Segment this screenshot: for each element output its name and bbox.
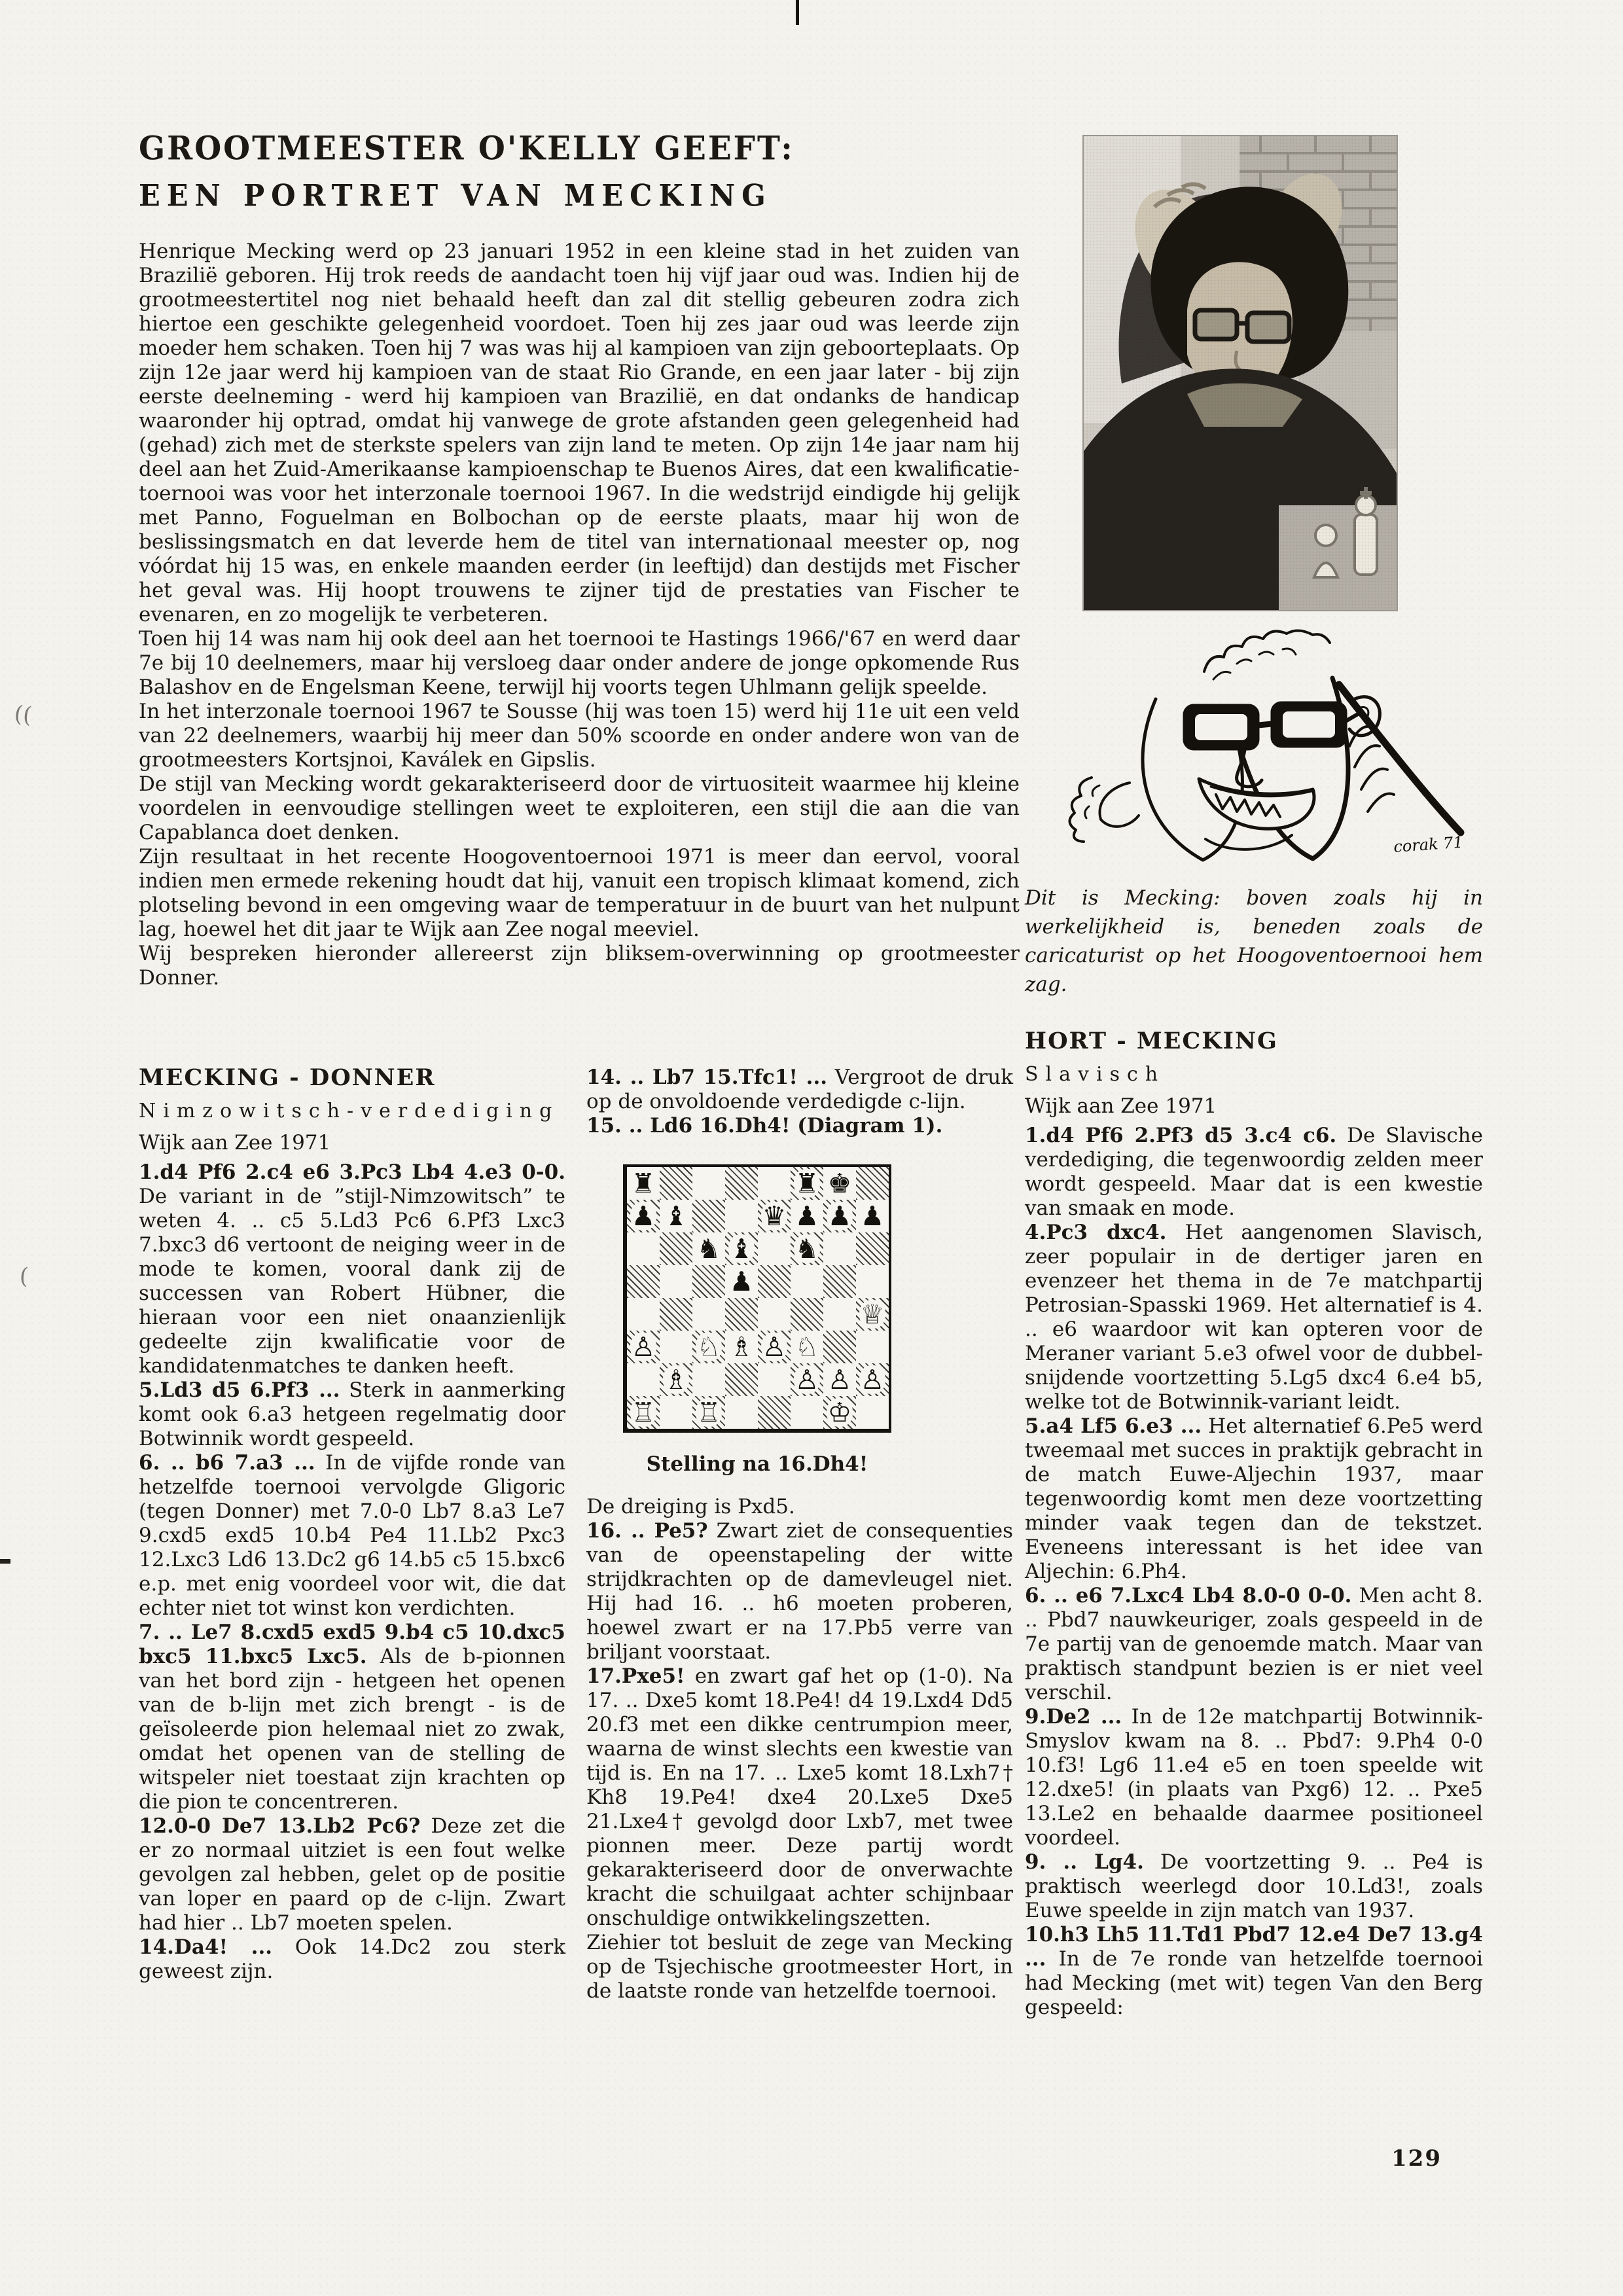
board-square [823,1265,856,1298]
annotation-paragraph [1025,1414,1483,1584]
board-square [856,1363,889,1396]
chess-piece-wr: ♖ [631,1396,656,1428]
chess-piece-wp: ♙ [631,1331,656,1363]
board-square [692,1200,725,1232]
annotation-paragraph [1025,1850,1483,1923]
chess-piece-bp: ♟ [794,1200,819,1232]
column-right [1025,131,1483,2020]
board-square [791,1331,823,1363]
annotation-paragraph [586,1664,1013,1931]
move-notation: 9. .. Lg4. [1025,1850,1144,1874]
game1-annotations [139,1160,565,1984]
game2-annotations [1025,1124,1483,2020]
board-square [791,1265,823,1298]
move-notation: 12.0-0 De7 13.Lb2 Pc6? [139,1814,421,1838]
annotation-text: In de 12e matchpartij Botwinnik-Smyslov kwam na 8. .. Pbd7: 9.Ph4 0-0 10.f3! Lg6 11.e4 e5 en toen speelde wit 12.dxe5! (in plaats van Pxg6) 12. .. Pxe5 13.Le2 en behaalde daarmee positioneel voordeel. [1025,1705,1483,1850]
game1-heading: MECKING - DONNER [139,1064,436,1091]
board-square [660,1298,692,1331]
board-square [856,1331,889,1363]
annotation-paragraph [586,1114,1013,1138]
scan-artifact-mark: (( [12,700,33,729]
intro-paragraph: Toen hij 14 was nam hij ook deel aan het toernooi te Hastings 1966/'67 en werd daar 7e bij 10 deelnemers, maar hij versloeg daar onder andere de jonge opkomende Rus Balashov en de Engelsman Keene, terwijl hij voorts tegen Uhlmann gelijk speelde. [139,627,1020,699]
column-left [139,1066,565,1984]
intro-paragraph: In het interzonale toernooi 1967 te Sousse (hij was toen 15) werd hij 11e uit een veld van 22 deelnemers, waarbij hij meer dan 50% scoorde en onder andere won van de grootmeesters Kortsjnoi, Kaválek en Gipslis. [139,700,1020,772]
diagram-caption: Stelling na 16.Dh4! [646,1452,868,1476]
board-square [627,1363,660,1396]
chess-piece-wb: ♗ [729,1331,754,1363]
annotation-paragraph [586,1066,1013,1114]
move-notation: 7. .. Le7 8.cxd5 exd5 9.b4 c5 10.dxc5 bxc5 11.bxc5 Lxc5. [139,1621,565,1668]
board-square [823,1200,856,1232]
annotation-text: De dreiging is Pxd5. [586,1495,795,1518]
mecking-caricature [1056,622,1470,865]
figure-caption: Dit is Mecking: boven zoals hij in werkelijkheid is, beneden zoals de caricaturist op het Hoogoventoernooi hem zag. [1025,886,1483,996]
move-notation: 5.a4 Lf5 6.e3 ... [1025,1414,1202,1438]
board-square [725,1265,758,1298]
chess-piece-bp: ♟ [631,1200,656,1232]
move-notation: 10.h3 Lh5 11.Td1 Pbd7 12.e4 De7 13.g4 ... [1025,1923,1483,1971]
scan-artifact-mark: ( [18,1263,29,1290]
annotation-text: Men acht 8. .. Pbd7 nauwkeuriger, zoals gespeeld in de 7e partij van de genoemde match. Maar van praktisch standpunt bezien is er niet veel verschil. [1025,1584,1483,1704]
chess-piece-wp: ♙ [762,1331,787,1363]
board-square [627,1265,660,1298]
board-square [692,1396,725,1429]
board-square [692,1265,725,1298]
board-square [823,1363,856,1396]
chess-piece-wp: ♙ [860,1363,885,1395]
game1-annotations-end [586,1495,1013,2003]
board-square [758,1298,791,1331]
move-notation: 5.Ld3 d5 6.Pf3 ... [139,1378,340,1402]
chess-piece-br: ♜ [794,1167,819,1199]
annotation-paragraph [1025,1124,1483,1221]
move-notation: 4.Pc3 dxc4. [1025,1221,1167,1244]
move-notation: 1.d4 Pf6 2.c4 e6 3.Pc3 Lb4 4.e3 0-0. [139,1160,565,1184]
move-notation: 6. .. e6 7.Lxc4 Lb4 8.0-0 0-0. [1025,1584,1352,1607]
annotation-text: De variant in de ”stijl-Nimzowitsch” te weten 4. .. c5 5.Ld3 Pc6 6.Pf3 Lxc3 7.bxc3 d6 vertoont de neiging weer in de mode te komen, vooral dank zij de successen van Robert Hübner, die hieraan voor een niet onaanzienlijk gedeelte zijn kwalificatie voor de kandidatenmatches te danken heeft. [139,1185,565,1378]
chess-piece-bb: ♝ [664,1200,688,1232]
annotation-text: Zwart ziet de consequenties van de opeenstapeling der witte strijdkrachten op de damevleugel niet. Hij had 16. .. h6 moeten proberen, hoewel zwart er na 17.Pb5 verre van briljant voorstaat. [586,1519,1013,1664]
board-square [660,1396,692,1429]
board-square [823,1298,856,1331]
move-notation: 9.De2 ... [1025,1705,1122,1729]
annotation-paragraph [1025,1705,1483,1850]
chess-piece-bb: ♝ [729,1232,754,1265]
board-square [856,1265,889,1298]
intro-paragraph: Henrique Mecking werd op 23 januari 1952 in een kleine stad in het zuiden van Brazilië geboren. Hij trok reeds de aandacht toen hij vijf jaar oud was. Indien hij de grootmeestertitel nog niet behaald heeft dan zal dit stellig gebeuren zodra zich hiertoe een geschikte gelegenheid voordoet. Toen hij zes jaar oud was leerde zijn moeder hem schaken. Toen hij 7 was was hij al kampioen van zijn geboorteplaats. Op zijn 12e jaar werd hij kampioen van de staat Rio Grande, en een jaar later - bij zijn eerste deelneming - werd hij kampioen van Brazilië, en dat ondanks de handicap waaronder hij optrad, omdat hij vanwege de grote afstanden geen gelegenheid had (gehad) zich met de sterkste spelers van zijn land te meten. Op zijn 14e jaar nam hij deel aan het Zuid-Amerikaanse kampioenschap te Buenos Aires, dat een kwalificatie-toernooi was voor het interzonale toernooi 1967. In die wedstrijd eindigde hij gelijk met Panno, Foguelman en Bolbochan op de eerste plaats, maar hij won de beslissingsmatch en dat leverde hem de titel van internationaal meester op, nog vóórdat hij 15 was, en enkele maanden eerder (in leeftijd) dan destijds met Fischer het geval was. Hij hoopt trouwens te zijner tijd de prestaties van Fischer te evenaren, en zo mogelijk te verbeteren. [139,240,1020,626]
chess-piece-bq: ♛ [762,1200,787,1232]
annotation-paragraph [139,1378,565,1451]
chess-piece-wq: ♕ [860,1298,885,1330]
mecking-caricature-drawing [1056,622,1470,865]
annotation-paragraph [1025,1584,1483,1705]
board-square [660,1200,692,1232]
intro-paragraph: Zijn resultaat in het recente Hoogoventoernooi 1971 is meer dan eervol, vooral indien men ermede rekening houdt dat hij, vanuit een tropisch klimaat komend, zich plotseling bevond in een omgeving waar de temperatuur in de buurt van het nulpunt lag, hoewel het dit jaar te Wijk aan Zee nogal meeviel. [139,845,1020,941]
chess-piece-br: ♜ [631,1167,656,1199]
board-square [627,1200,660,1232]
chess-piece-bn: ♞ [696,1232,721,1265]
chess-piece-bn: ♞ [794,1232,819,1265]
annotation-text: Deze zet die er zo normaal uitziet is een fout welke gevolgen zal hebben, gelet op de positie van loper en paard op de c-lijn. Zwart had hier .. Lb7 moeten spelen. [139,1814,566,1935]
board-square [725,1331,758,1363]
chess-piece-wk: ♔ [827,1396,852,1428]
mecking-photo-image [1082,135,1398,611]
caricature-signature: corak 71 [1393,833,1464,856]
article-kicker: GROOTMEESTER O'KELLY GEEFT: [139,130,794,168]
annotation-paragraph [139,1814,565,1935]
chess-piece-wb: ♗ [664,1363,688,1395]
chess-piece-wn: ♘ [794,1331,819,1363]
annotation-paragraph [1025,1221,1483,1414]
chess-piece-bk: ♚ [827,1167,852,1199]
annotation-text: De voortzetting 9. .. Pe4 is praktisch weerlegd door 10.Ld3!, zoals Euwe speelde in zijn match van 1937. [1025,1850,1483,1922]
board-square [758,1363,791,1396]
annotation-text: De Slavische verdediging, die tegenwoordig zelden meer wordt gespeeld. Maar dat is een kwestie van smaak en mode. [1025,1124,1483,1220]
annotation-text: Als de b-pionnen van het bord zijn - hetgeen het openen van de b-lijn met zich brengt - is de geïsoleerde pion helemaal niet zo zwak, omdat het openen van de stelling de witspeler niet toestaat zijn krachten op die pion te concentreren. [139,1645,565,1814]
chess-piece-bp: ♟ [827,1200,852,1232]
board-square [627,1331,660,1363]
annotation-text: Sterk in aanmerking komt ook 6.a3 hetgeen regelmatig door Botwinnik wordt gespeeld. [139,1378,565,1450]
board-square [856,1298,889,1331]
annotation-paragraph [1025,1923,1483,2020]
board-square [660,1265,692,1298]
game2-block [1025,1029,1483,2020]
board-square [758,1167,791,1200]
annotation-text: Het aangenomen Slavisch, zeer populair in de dertiger jaren en evenzeer het thema in de 7e matchpartij Petrosian-Spasski 1969. Het alternatief is 4. .. e6 waardoor wit kan opteren voor de Meraner variant 5.e3 ofwel voor de dubbel-snijdende voortzetting 5.Lg5 dxc4 6.e4 b5, welke tot de Botwinnik-variant leidt. [1025,1221,1483,1414]
board-square [725,1363,758,1396]
move-notation: 14.Da4! ... [139,1935,273,1959]
game1-annotations-continued [586,1066,1013,1138]
board-square [856,1232,889,1265]
move-notation: 15. .. Ld6 16.Dh4! (Diagram 1). [586,1114,943,1138]
board-square [725,1396,758,1429]
game2-heading: HORT - MECKING [1025,1028,1278,1054]
board-square [725,1200,758,1232]
scan-artifact-fold [796,0,799,25]
board-square [725,1232,758,1265]
board-square [856,1396,889,1429]
annotation-text: In de vijfde ronde van hetzelfde toernooi vervolgde Gligoric (tegen Donner) met 7.0-0 Lb7 8.a3 Le7 9.cxd5 exd5 10.b4 Pe4 11.Lb2 Pxc3 12.Lxc3 Ld6 13.Dc2 g6 14.b5 c5 15.bxc6 e.p. met enig voordeel voor wit, die dat echter niet tot winst kon verdichten. [139,1451,565,1620]
board-square [758,1265,791,1298]
annotation-paragraph [139,1621,565,1814]
move-notation: 1.d4 Pf6 2.Pf3 d5 3.c4 c6. [1025,1124,1337,1147]
annotation-paragraph [139,1451,565,1621]
chess-piece-wr: ♖ [696,1396,721,1428]
annotation-text: Ook 14.Dc2 zou sterk geweest zijn. [139,1935,566,1983]
annotation-paragraph [139,1935,565,1984]
board-square [791,1200,823,1232]
move-notation: 14. .. Lb7 15.Tfc1! ... [586,1066,828,1089]
annotation-text: Vergroot de druk op de onvoldoende verdedigde c-lijn. [586,1066,1013,1113]
board-square [823,1232,856,1265]
board-square [758,1396,791,1429]
board-square [856,1167,889,1200]
article-headline: EEN PORTRET VAN MECKING [139,179,772,213]
chess-piece-bp: ♟ [860,1200,885,1232]
board-square [660,1232,692,1265]
game2-venue: Wijk aan Zee 1971 [1025,1094,1217,1118]
chess-piece-bp: ♟ [729,1265,754,1297]
board-square [692,1232,725,1265]
article-title-block [139,130,794,211]
board-square [823,1331,856,1363]
chess-diagram [623,1164,891,1433]
board-square [725,1167,758,1200]
annotation-paragraph [586,1519,1013,1664]
board-square [660,1331,692,1363]
board-square [692,1298,725,1331]
chess-board [623,1164,891,1433]
board-square [791,1396,823,1429]
board-square [627,1396,660,1429]
annotation-paragraph [586,1495,1013,1519]
board-square [758,1331,791,1363]
game1-opening: Nimzowitsch-verdediging [139,1100,560,1122]
intro-paragraph: De stijl van Mecking wordt gekarakteriseerd door de virtuositeit waarmee hij kleine voordelen in eenvoudige stellingen weet te exploiteren, een stijl die aan die van Capablanca doet denken. [139,772,1020,844]
scan-artifact-dash [0,1559,10,1564]
board-square [791,1232,823,1265]
chess-piece-wp: ♙ [794,1363,819,1395]
board-square [660,1363,692,1396]
board-square [823,1396,856,1429]
annotation-paragraph [139,1160,565,1378]
board-square [725,1298,758,1331]
intro-paragraph: Wij bespreken hieronder allereerst zijn bliksem-overwinning op grootmeester Donner. [139,942,1020,990]
annotation-text: Ziehier tot besluit de zege van Mecking op de Tsjechische grootmeester Hort, in de laatste ronde van hetzelfde toernooi. [586,1931,1013,2003]
page-number: 129 [1391,2145,1442,2172]
game2-opening: Slavisch [1025,1063,1166,1086]
annotation-text: In de 7e ronde van hetzelfde toernooi had Mecking (met wit) tegen Van den Berg gespeeld: [1025,1947,1483,2019]
board-square [823,1167,856,1200]
annotation-text: Het alternatief 6.Pe5 werd tweemaal met succes in praktijk gebracht in de match Euwe-Aljechin 1937, maar tegenwoordig komt men deze voortzetting minder vaak tegen dan de tekstzet. Eveneens interessant is het idee van Aljechin: 6.Ph4. [1025,1414,1483,1583]
chess-piece-wp: ♙ [827,1363,852,1395]
board-square [692,1167,725,1200]
chess-piece-wn: ♘ [696,1331,721,1363]
column-middle [586,1066,1013,2003]
game1-venue: Wijk aan Zee 1971 [139,1131,331,1155]
move-notation: 17.Pxe5! [586,1664,685,1688]
board-square [627,1232,660,1265]
board-square [660,1167,692,1200]
board-square [758,1200,791,1232]
board-square [758,1232,791,1265]
move-notation: 6. .. b6 7.a3 ... [139,1451,315,1475]
board-square [791,1298,823,1331]
board-square [856,1200,889,1232]
board-square [627,1167,660,1200]
board-square [791,1363,823,1396]
board-square [627,1298,660,1331]
mecking-photo [1082,135,1398,611]
annotation-paragraph [586,1931,1013,2003]
board-square [791,1167,823,1200]
board-square [692,1363,725,1396]
move-notation: 16. .. Pe5? [586,1519,708,1543]
intro-text [139,240,1020,990]
board-square [692,1331,725,1363]
annotation-text: en zwart gaf het op (1-0). Na 17. .. Dxe5 komt 18.Pe4! d4 19.Lxd4 Dd5 20.f3 met een dikke centrumpion meer, waarna de winst slechts een kwestie van tijd is. En na 17. .. Lxe5 komt 18.Lxh7† Kh8 19.Pe4! dxe4 20.Lxe5 Dxe5 21.Lxe4† gevolgd door Lxb7, met twee pionnen meer. Deze partij wordt gekarakteriseerd door de onverwachte kracht die schuilgaat achter schijnbaar onschuldige ontwikkelingszetten. [586,1664,1013,1930]
